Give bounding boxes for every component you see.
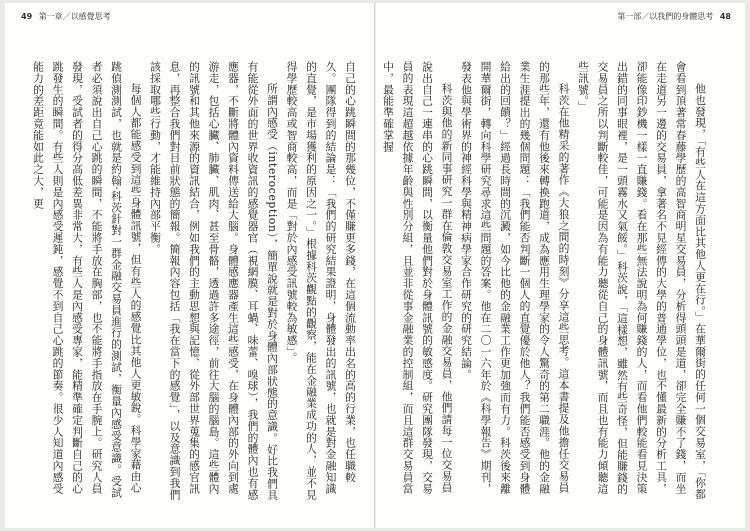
page-gutter — [374, 3, 376, 528]
paragraph: 自己的心跳瞬間的那幾位，不僅賺更多錢，在這個流動率出名的高的行業，也任職較久。團隊得到的結論是：「我們的研究結果證明，身體發出的訊號，也就是對金融知識的直覺，是市場獲利的原因之一。」根據科茨觀點的觀察，能在金融業成功的人，並不見得學歷較高或智商較高，而是「對於內感受訊號較為敏感」。 — [285, 61, 357, 501]
left-page-body — [32, 61, 360, 501]
right-page-body — [382, 61, 710, 501]
left-page-number: 49 — [21, 12, 33, 21]
paragraph: 所謂內感受（interoception），簡單說就是對於身體內部狀態的意識。好比我們具有能從外面的世界收資訊的感覺器官（視網膜、耳蝸、味蕾、嗅球），我們的體內也有感應器，不斷將體內資料傳送給大腦。身體感應器產生這些感受，在身體內部的外向到處游走，包括心臟、肺臟、肌肉、甚至骨骼，透過許多途徑，前往大腦的腦島。這些體內的訊號和其他來源的資訊結合，例如我們的主動思想與記憶、從外部世界蒐集的感官訊息，再整合我們對目前狀態的簡報。簡報內容包括「我在當下的感覺」，以及意識到我們該採取哪些行動，才能維持內部平衡。 — [149, 61, 279, 501]
left-page-header — [17, 12, 111, 22]
book-spread — [5, 3, 745, 528]
left-running-head: 第一章／以感覺思考 — [38, 12, 111, 21]
paragraph: 科茨在他精采的著作《大狼之間的時刻》分享這些思考。這本書提及他擔任交易員的那些年，還有他後來轉換跑道，成為應用生理學家的令人驚奇的第二職涯。他的金融業生涯提出的幾個問題：「我們能否判斷一個人的直覺優於他人？我們能否感受到身體給出的回饋？」經過長時間的沉澱，如今比他的金融業工作更加強而有力。科茨後來離開華爾街，轉向科學研究尋求這些問題的答案。他在二〇一六年於《科學報告》期刊，發表他與學術界的神經科學與精神病學家合作研究的研究結論。 — [460, 61, 571, 495]
paragraph: 科茨與他的新同事研究一群在倫敦交易室工作的金融交易員，他們請每一位交易員說出自己一連串的心跳瞬間，以衡量他們對於身體訊號的敏感度。研究團隊發現，交易員的表現這超越依據年齡與性別分組，且並非從事金融業的控制組，而且這群交易員當中，最能準確掌握 — [382, 61, 454, 495]
right-page-number: 48 — [719, 12, 731, 21]
right-running-head: 第一部／以我們的身體思考 — [617, 12, 714, 21]
paragraph: 每個人都能感受到這些身體訊號，但有些人的感覺比其他人更敏銳。科學家藉由心跳偵測測試，也就是約翰‧科茨針對一群金融交易員進行的測試，衡量內感受意識。受試者必須說出自己心跳的瞬間，不能將手放在胸部，也不能將手指放在手腕上。研究人員發現，受試者的得分高低差異非常大，有些人是內感受專家，能精準確定判斷自己的心跳發生的瞬間。有些人則是內感受遲鈍，感覺不到自己心跳的節奏。很少人知道內感受能力的差距竟能如此之大，更 — [32, 61, 143, 499]
paragraph: 他也發現，「有些人在這方面比其他人更在行。」在華爾街的任何一個交易室，「你都會看到頂著常春藤學歷的高智商明星交易員，分析得頭頭是道，卻完全賺不了錢，而坐在走道另一邊的交易員，拿著名不見經傳的大學的普通學位，也不懂最新的分析工具，卻能像印鈔機一樣一直賺錢。看在那些無法說明為何賺錢的人，而看他們較能看見決策出錯的同事眼裡，是一頭霧水又氣餒。」科茨說，「這樣想，雖然有些奇怪，但能賺錢的交易員之所以判斷較佳，可能是因為有能力聽從自己的身體訊號，而且也有能力傾聽這些訊號。」 — [577, 61, 707, 500]
right-page-header — [617, 12, 735, 22]
